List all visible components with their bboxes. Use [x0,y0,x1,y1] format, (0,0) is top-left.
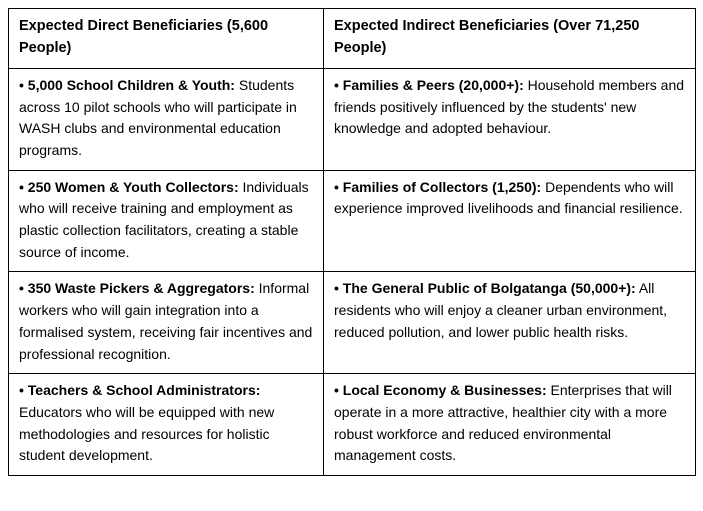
direct-description: Students across 10 pilot schools who will participate in WASH clubs and environmental education programs. [19,76,297,158]
table-header-row [9,9,696,69]
beneficiaries-table [8,8,696,476]
indirect-description: Dependents who will experience improved livelihoods and financial resilience. [334,178,683,217]
indirect-cell-families-of-collectors [324,170,696,272]
indirect-cell-local-economy [324,374,696,476]
direct-term: • 350 Waste Pickers & Aggregators: [19,280,255,297]
header-indirect-beneficiaries: Expected Indirect Beneficiaries (Over 71,250 People) [324,9,696,69]
direct-term: • 5,000 School Children & Youth: [19,76,235,93]
indirect-description: All residents who will enjoy a cleaner urban environment, reduced pollution, and lower public health risks. [334,280,668,340]
direct-term: • Teachers & School Administrators: [19,382,261,399]
indirect-term: • Families of Collectors (1,250): [334,178,542,195]
table-row-school-children [9,68,696,170]
table-row-women-youth-collectors [9,170,696,272]
indirect-cell-families-peers [324,68,696,170]
table-row-waste-pickers [9,272,696,374]
indirect-description: Household members and friends positively influenced by the students' new knowledge and adopted behaviour. [334,76,685,137]
direct-cell-women-youth-collectors [9,170,324,272]
direct-cell-school-children [9,68,324,170]
direct-description: Informal workers who will gain integration into a formalised system, receiving fair incentives and professional recognition. [19,280,313,362]
direct-description: Educators who will be equipped with new methodologies and resources for holistic student development. [19,403,275,464]
indirect-description: Enterprises that will operate in a more attractive, healthier city with a more robust workforce and reduced environmental management costs. [334,382,672,464]
direct-term: • 250 Women & Youth Collectors: [19,178,239,195]
indirect-cell-general-public [324,272,696,374]
header-direct-beneficiaries: Expected Direct Beneficiaries (5,600 People) [9,9,324,69]
indirect-term: • The General Public of Bolgatanga (50,000+): [334,280,636,297]
direct-description: Individuals who will receive training and employment as plastic collection facilitators, creating a stable source of income. [19,178,309,260]
table-row-teachers-administrators [9,374,696,476]
indirect-term: • Families & Peers (20,000+): [334,76,524,93]
direct-cell-waste-pickers [9,272,324,374]
direct-cell-teachers-administrators [9,374,324,476]
indirect-term: • Local Economy & Businesses: [334,382,547,399]
